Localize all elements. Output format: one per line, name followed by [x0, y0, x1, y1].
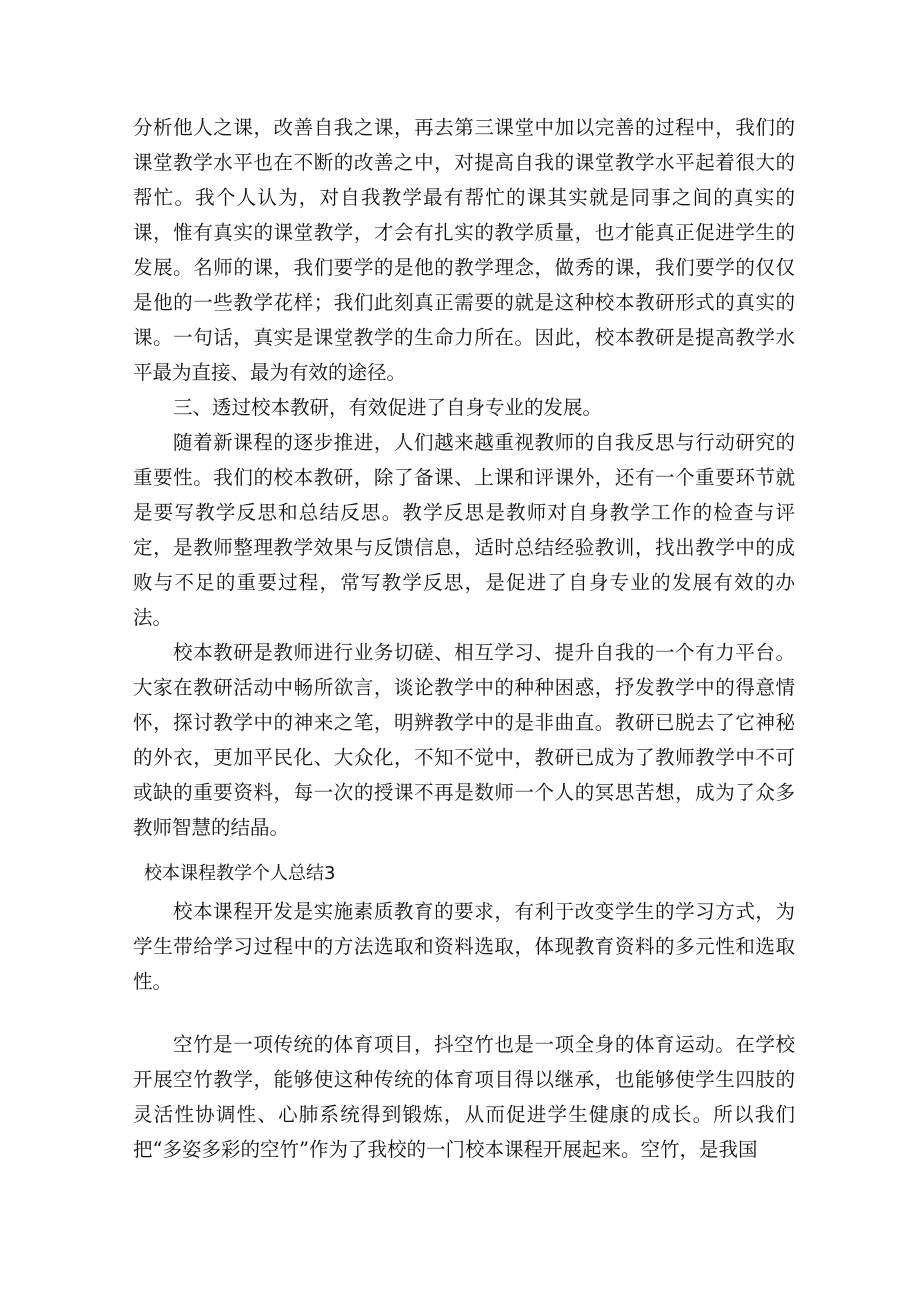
section-heading-three: 三、透过校本教研，有效促进了自身专业的发展。	[173, 396, 603, 419]
text-block-3	[133, 1027, 795, 1167]
paragraph: 空竹是一项传统的体育项目，抖空竹也是一项全身的体育运动。在学校开展空竹教学，能够使这种传统的体育项目得以继承，也能够使学生四肢的灵活性协调性、心肺系统得到锻炼，从而促进学生健康的成长。所以我们把“多姿多彩的空竹”作为了我校的一门校本课程开展起来。空竹，是我国	[133, 1033, 795, 1161]
paragraph: 校本课程开发是实施素质教育的要求，有利于改变学生的学习方式，为学生带给学习过程中的方法选取和资料选取，体现教育资料的多元性和选取性。	[133, 900, 795, 993]
paragraph: 分析他人之课，改善自我之课，再去第三课堂中加以完善的过程中，我们的课堂教学水平也在不断的改善之中，对提高自我的课堂教学水平起着很大的帮忙。我个人认为，对自我教学最有帮忙的课其实就是同事之间的真实的课，惟有真实的课堂教学，才会有扎实的教学质量，也才能真正促进学生的发展。名师的课，我们要学的是他的教学理念，做秀的课，我们要学的仅仅是他的一些教学花样；我们此刻真正需要的就是这种校本教研形式的真实的课。一句话，真实是课堂教学的生命力所在。因此，校本教研是提高教学水平最为直接、最为有效的途径。	[133, 116, 795, 384]
paragraph: 校本教研是教师进行业务切磋、相互学习、提升自我的一个有力平台。大家在教研活动中畅所欲言，谈论教学中的种种困惑，抒发教学中的得意情怀，探讨教学中的神来之笔，明辨教学中的是非曲直。教研已脱去了它神秘的外衣，更加平民化、大众化，不知不觉中，教研已成为了教师教学中不可或缺的重要资料，每一次的授课不再是数师一个人的冥思苦想，成为了众多教师智慧的结晶。	[133, 641, 795, 839]
text-block-1	[133, 110, 795, 845]
paragraph: 随着新课程的逐步推进，人们越来越重视教师的自我反思与行动研究的重要性。我们的校本教研，除了备课、上课和评课外，还有一个重要环节就是要写教学反思和总结反思。教学反思是教师对自身教学工作的检查与评定，是教师整理教学效果与反馈信息，适时总结经验教训，找出教学中的成败与不足的重要过程，常写教学反思，是促进了自身专业的发展有效的办法。	[133, 431, 795, 629]
text-block-2	[133, 894, 795, 999]
section-title: 校本课程教学个人总结3	[144, 863, 336, 884]
